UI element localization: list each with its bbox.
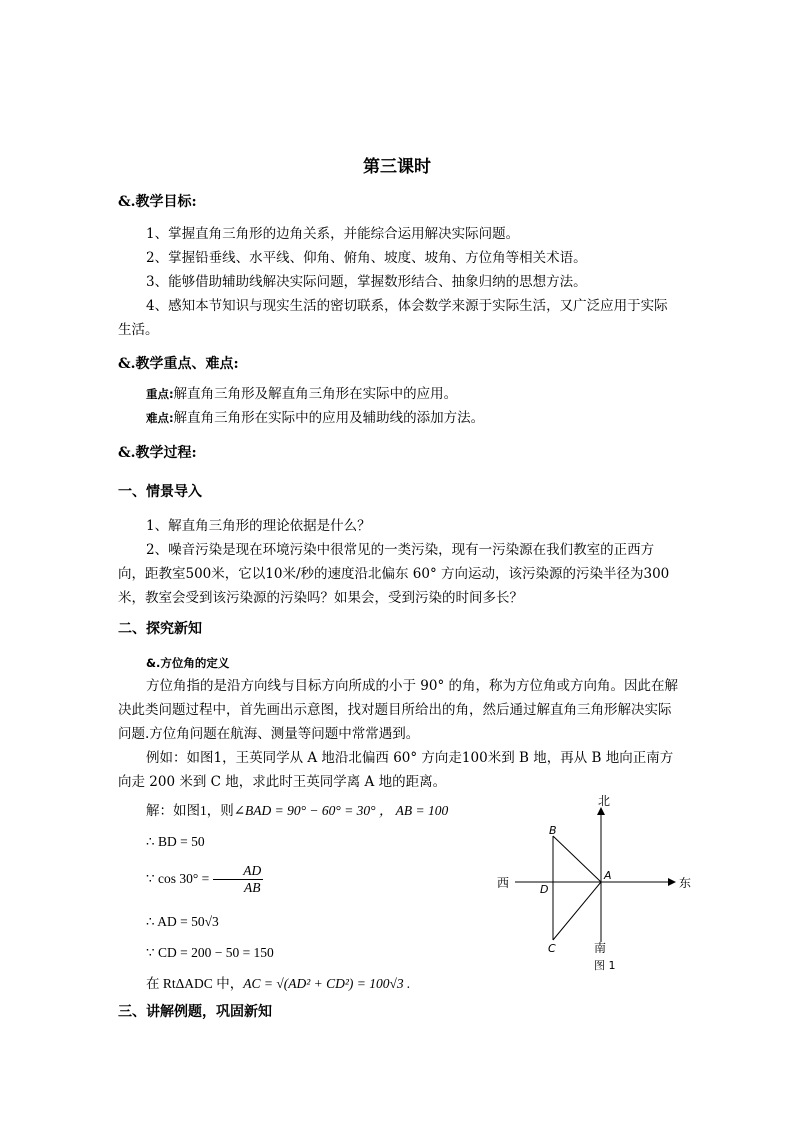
section2-heading: 二、探究新知: [118, 621, 202, 637]
solution-line-6-math: AC = √(AD² + CD²) = 100√3 .: [243, 976, 411, 992]
definition-paragraph: 方位角指的是沿方向线与目标方向所成的小于 90° 的角，称为方位角或方向角。因此在解决此类问题过程中，首先画出示意图，找对题目所给出的角，然后通过解直角三角形解决实际问题.方位角问题在航海、测量等问题中常常遇到。: [118, 678, 679, 742]
figure-caption: 图 1: [594, 959, 616, 972]
page-title: 第三课时: [363, 157, 431, 177]
point-a-label: A: [604, 869, 612, 882]
solution-line-6: 在 RtΔADC 中，AC = √(AD² + CD²) = 100√3 .: [146, 976, 411, 992]
fraction-numerator: AD: [213, 863, 263, 880]
keypoints-heading: &.教学重点、难点:: [118, 356, 239, 372]
difficult-label: 难点:: [146, 411, 174, 425]
solution-line-5: ∵ CD = 200 − 50 = 150: [146, 945, 274, 961]
cos-fraction: [213, 863, 263, 896]
goal-item: 1、掌握直角三角形的边角关系，并能综合运用解决实际问题。: [146, 226, 520, 242]
key-label: 重点:: [146, 387, 174, 401]
section2: [118, 617, 678, 641]
section2-body: [118, 674, 678, 794]
solution-line-2: ∴ BD = 50: [146, 834, 205, 849]
solution-line-4: ∴ AD = 50√3: [146, 914, 219, 930]
east-label: 东: [679, 876, 692, 890]
north-label: 北: [598, 794, 611, 808]
point-b-label: B: [549, 824, 557, 837]
example-paragraph: 例如：如图1，王英同学从 A 地沿北偏西 60° 方向走100米到 B 地，再从 B 地向正南方向走 200 米到 C 地，求此时王英同学离 A 地的距离。: [118, 750, 674, 790]
solution-line-1: 解：如图1，则∠BAD = 90° − 60° = 30° ， AB = 100: [146, 803, 449, 818]
keypoints-body: [118, 382, 678, 430]
section2-subheading: &.方位角的定义: [146, 656, 230, 670]
keypoints-section: [118, 352, 678, 376]
section3: [118, 1000, 678, 1024]
solution-line-3: ∵ cos 30° = $\frac{AD}{AB}$: [146, 863, 262, 896]
west-label: 西: [497, 876, 510, 890]
point-c-label: C: [548, 942, 556, 955]
question-1: 1、解直角三角形的理论依据是什么？: [146, 518, 371, 534]
goals-heading: &.教学目标:: [118, 194, 197, 210]
difficult-text: 解直角三角形在实际中的应用及辅助线的添加方法。: [173, 410, 485, 426]
goals-list: [118, 222, 678, 342]
goal-item: 3、能够借助辅助线解决实际问题，掌握数形结合、抽象归纳的思想方法。: [146, 274, 587, 290]
solution-block: [118, 795, 458, 999]
goal-item: 4、感知本节知识与现实生活的密切联系，体会数学来源于实际生活，又广泛应用于实际生活。: [118, 298, 668, 338]
section1-heading: 一、情景导入: [118, 484, 202, 500]
segment-ba: [553, 836, 601, 882]
fraction-denominator: AB: [243, 880, 261, 896]
south-label: 南: [594, 941, 607, 955]
solution-line-1-math: ∠BAD = 90° − 60° = 30° ， AB = 100: [233, 803, 449, 818]
goal-item: 2、掌握铅垂线、水平线、仰角、俯角、坡度、坡角、方位角等相关术语。: [146, 250, 587, 266]
section3-heading: 三、讲解例题，巩固新知: [118, 1004, 272, 1020]
process-section: [118, 441, 678, 465]
segment-ca: [553, 882, 601, 940]
point-d-label: D: [540, 883, 549, 896]
difficult-point-line: [118, 406, 678, 430]
process-heading: &.教学过程:: [118, 445, 197, 461]
section1-body: [118, 514, 678, 610]
key-text: 解直角三角形及解直角三角形在实际中的应用。: [173, 386, 458, 402]
key-point-line: [118, 382, 678, 406]
figure-1-diagram: [490, 790, 710, 980]
section2-subheading-row: [118, 651, 678, 675]
goals-section: [118, 190, 678, 214]
question-2: 2、噪音污染是现在环境污染中很常见的一类污染，现有一污染源在我们教室的正西方向，距教室500米，它以10米/秒的速度沿北偏东 60° 方向运动，该污染源的污染半径为300米，教室会受到该污染源的污染吗？如果会，受到污染的时间多长？: [118, 542, 670, 606]
section1: [118, 480, 678, 504]
